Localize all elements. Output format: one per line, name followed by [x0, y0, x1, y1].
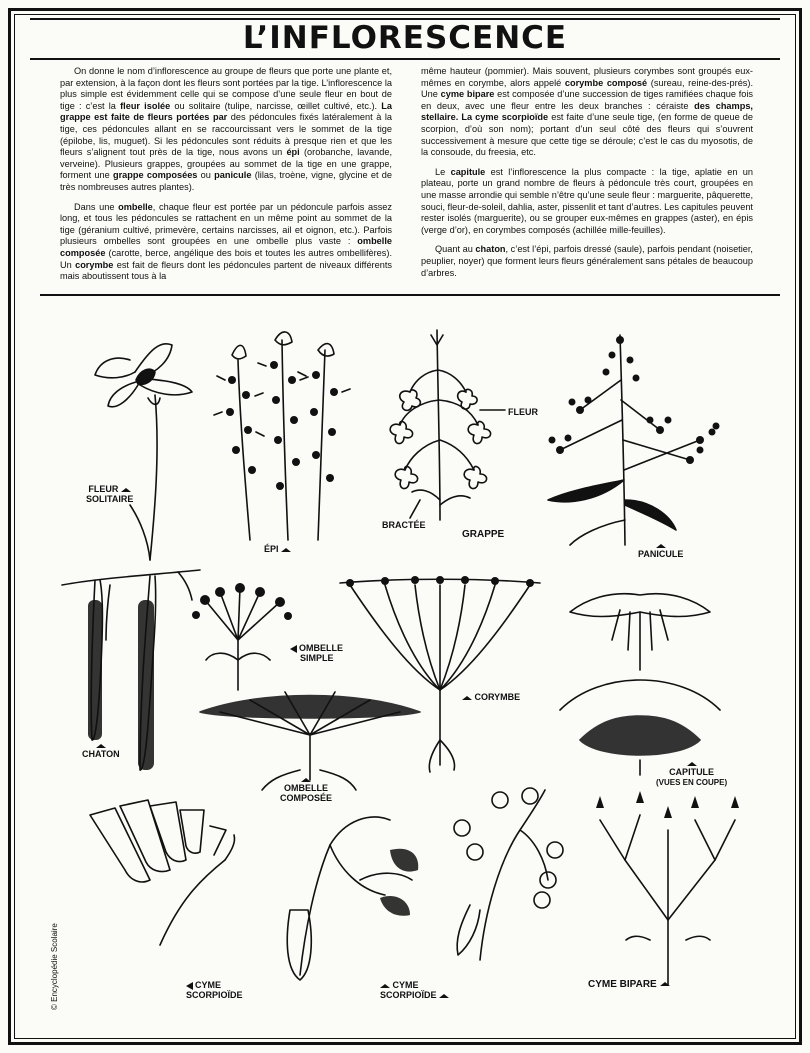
text-run: , c’est l’épi, parfois dressé (saule), parfois pendant (noisetier, peuplier, noyer) que forment leurs fleurs généralement sans pétales de beaucoup d’arbres. [421, 244, 753, 278]
bold-term: capitule [450, 166, 486, 177]
capitule-drawing [560, 594, 720, 775]
label-ombelle-simple [290, 643, 343, 663]
text-run: Quant au [435, 244, 476, 255]
pointer-arrow-icon [290, 645, 297, 653]
ombelle-composee-drawing [200, 692, 420, 790]
text-run: est fait de fleurs dont les pédoncules partent de niveaux différents mais aboutissent tous à la [60, 259, 392, 282]
label-capitule-note: (VUES EN COUPE) [656, 778, 728, 787]
cyme-scorpioide-3-drawing [454, 788, 563, 960]
text-run: (lilas, troène, vigne, glycine et de très nombreuses autres plantes). [60, 170, 392, 192]
pointer-arrow-icon [687, 762, 697, 766]
text-run: (carotte, berce, angélique des bois et toutes les autres ombellifères). Un [60, 247, 392, 270]
corymbe-drawing [340, 576, 540, 772]
label-ombelle-simple-line1: OMBELLE [299, 643, 343, 653]
label-cyme-scorpioide-2 [380, 980, 449, 1000]
label-epi-text: ÉPI [264, 544, 279, 554]
label-cyme-scorpioide-1 [186, 980, 243, 1000]
label-panicule [638, 544, 683, 559]
text-run: Le [435, 166, 451, 177]
page-title: L’INFLORESCENCE [242, 20, 568, 56]
bold-term: corymbe [75, 259, 114, 270]
text-run: (orobanche, lavande, verveine). Plusieurs grappes, groupées au sommet de la tige en une grappe, forment une [60, 147, 392, 181]
bold-term: fleur isolée [120, 100, 171, 111]
label-corymbe-text: CORYMBE [474, 692, 521, 702]
label-fleur-text: FLEUR [508, 407, 538, 417]
epi-drawing [214, 332, 350, 540]
label-cyme-scorpioide-1-line1: CYME [195, 980, 222, 990]
ombelle-simple-drawing [192, 583, 292, 690]
label-bractee-text: BRACTÉE [382, 520, 426, 530]
pointer-arrow-icon [656, 544, 666, 548]
text-run: des pédoncules fixés latéralement à la tige, ces pédoncules allant en se raccourcissant vers le sommet de la tige (épilobe, lis, muguet). Si les pédoncules sont réduits à presque rien et que les fleurs s’alignent tout près de la tige, nous avons un [60, 112, 392, 158]
text-run: ou solitaire (tulipe, narcisse, œillet cultivé, etc.). [170, 100, 382, 111]
text-run: (sureau, reine-des-prés). Une [421, 77, 754, 100]
pointer-arrow-icon [121, 488, 131, 492]
label-ombelle-composee [280, 778, 332, 803]
cyme-scorpioide-2-drawing [287, 817, 418, 980]
pointer-arrow-icon [96, 744, 106, 748]
bold-term: ombelle composée [60, 236, 392, 258]
label-ombelle-composee-line2: COMPOSÉE [280, 793, 333, 803]
label-bractee [382, 520, 426, 530]
cyme-scorpioide-1-drawing [90, 800, 235, 945]
label-fleur [508, 407, 538, 417]
label-ombelle-composee-line1: OMBELLE [284, 783, 328, 793]
bold-term: grappe composées [112, 170, 198, 181]
label-corymbe [462, 692, 520, 702]
label-grappe [462, 530, 504, 540]
label-capitule-text: CAPITULE [669, 767, 715, 777]
label-grappe-text: GRAPPE [462, 529, 505, 540]
text-run: même hauteur (pommier). Mais souvent, plusieurs corymbes sont groupés eux-mêmes en corymbe, alors appelé [421, 66, 753, 88]
label-cyme-scorpioide-2-line2: SCORPIOÏDE [380, 990, 437, 1000]
panicule-drawing [548, 335, 720, 545]
label-panicule-text: PANICULE [638, 549, 684, 559]
label-fleur-solitaire-line1: FLEUR [88, 484, 119, 494]
label-cyme-bipare [588, 980, 670, 990]
label-cyme-scorpioide-2-line1: CYME [392, 980, 419, 990]
pointer-arrow-icon [380, 984, 390, 988]
bold-term: corymbe composé [564, 77, 648, 88]
grappe-drawing [390, 330, 505, 520]
bold-term: cyme bipare [440, 89, 495, 100]
pointer-arrow-icon [186, 982, 193, 990]
text-run: est faite d’une seule tige, (en forme de queue de scorpion, d’où son nom); portant d’un seul côté des fleurs qui s’ouvrent successivement à mesure que cette tige se déroule; c’est le cas du myosotis, de la consoude, du freesia, etc. [421, 112, 753, 158]
label-ombelle-simple-line2: SIMPLE [300, 653, 334, 663]
pointer-arrow-icon [462, 696, 472, 700]
label-chaton [82, 744, 120, 759]
fleur-solitaire-drawing [95, 344, 192, 560]
label-cyme-scorpioide-1-line2: SCORPIOÏDE [186, 990, 243, 1000]
text-run: est l’inflorescence la plus compacte : la tige, aplatie en un plateau, porte un grand nombre de fleurs à pédoncule très court, groupées en une masse arrondie qui semble n’être qu’une seule fleur : marguerite, pâquerette, souci, fleur-de-soleil, dahlia, aster, pissenlit et tant d’autres. Les capitules peuvent rester isolés (marguerite), ou se grouper eux-mêmes en grappes (aster), en épis (verge d’or), en corymbes composés (achillée mille-feuilles). [421, 166, 754, 235]
chaton-drawing [62, 570, 200, 770]
label-epi [264, 544, 291, 554]
label-chaton-text: CHATON [82, 749, 120, 759]
bold-term: épi [286, 147, 300, 158]
label-fleur-solitaire [86, 484, 133, 504]
bold-term: La grappe est faite de fleurs portées par [60, 100, 392, 123]
text-run: , chaque fleur est portée par un pédoncule parfois assez long, et tous les pédoncules se rattachent en un même point au sommet de la tige (géranium cultivé, primevère, certains narcisses, ail et oignon, etc.). Parfois plusieurs ombelles sont groupées en une ombelle plus vaste : [60, 201, 392, 247]
bold-term: ombelle [118, 201, 153, 212]
bold-term: chaton [475, 244, 506, 255]
text-run: est composée d’une succession de tiges ramifiées chaque fois en deux, avec une fleur entre les deux branches : céraiste [421, 89, 753, 111]
bold-term: des champs, stellaire. La cyme scorpioïde [421, 100, 753, 123]
text-run: On donne le nom d’inflorescence au groupe de fleurs que porte une plante et, par extension, à la façon dont les fleurs sont portées par la tige. L’inflorescence la plus simple est évidemment celle qui se compose d’une seule fleur en bout de tige : c’est la [60, 66, 392, 111]
copyright-notice: © Encyclopédie Scolaire [50, 923, 59, 1010]
cyme-bipare-drawing [596, 791, 739, 985]
label-fleur-solitaire-line2: SOLITAIRE [86, 494, 134, 504]
label-cyme-bipare-text: CYME BIPARE [588, 979, 657, 990]
text-run: ou [197, 170, 215, 181]
text-run: Dans une [74, 201, 119, 212]
bold-term: panicule [214, 170, 252, 181]
pointer-arrow-icon [439, 994, 449, 998]
pointer-arrow-icon [301, 778, 311, 782]
pointer-arrow-icon [281, 548, 291, 552]
label-capitule [656, 762, 727, 788]
pointer-arrow-icon [660, 982, 670, 986]
